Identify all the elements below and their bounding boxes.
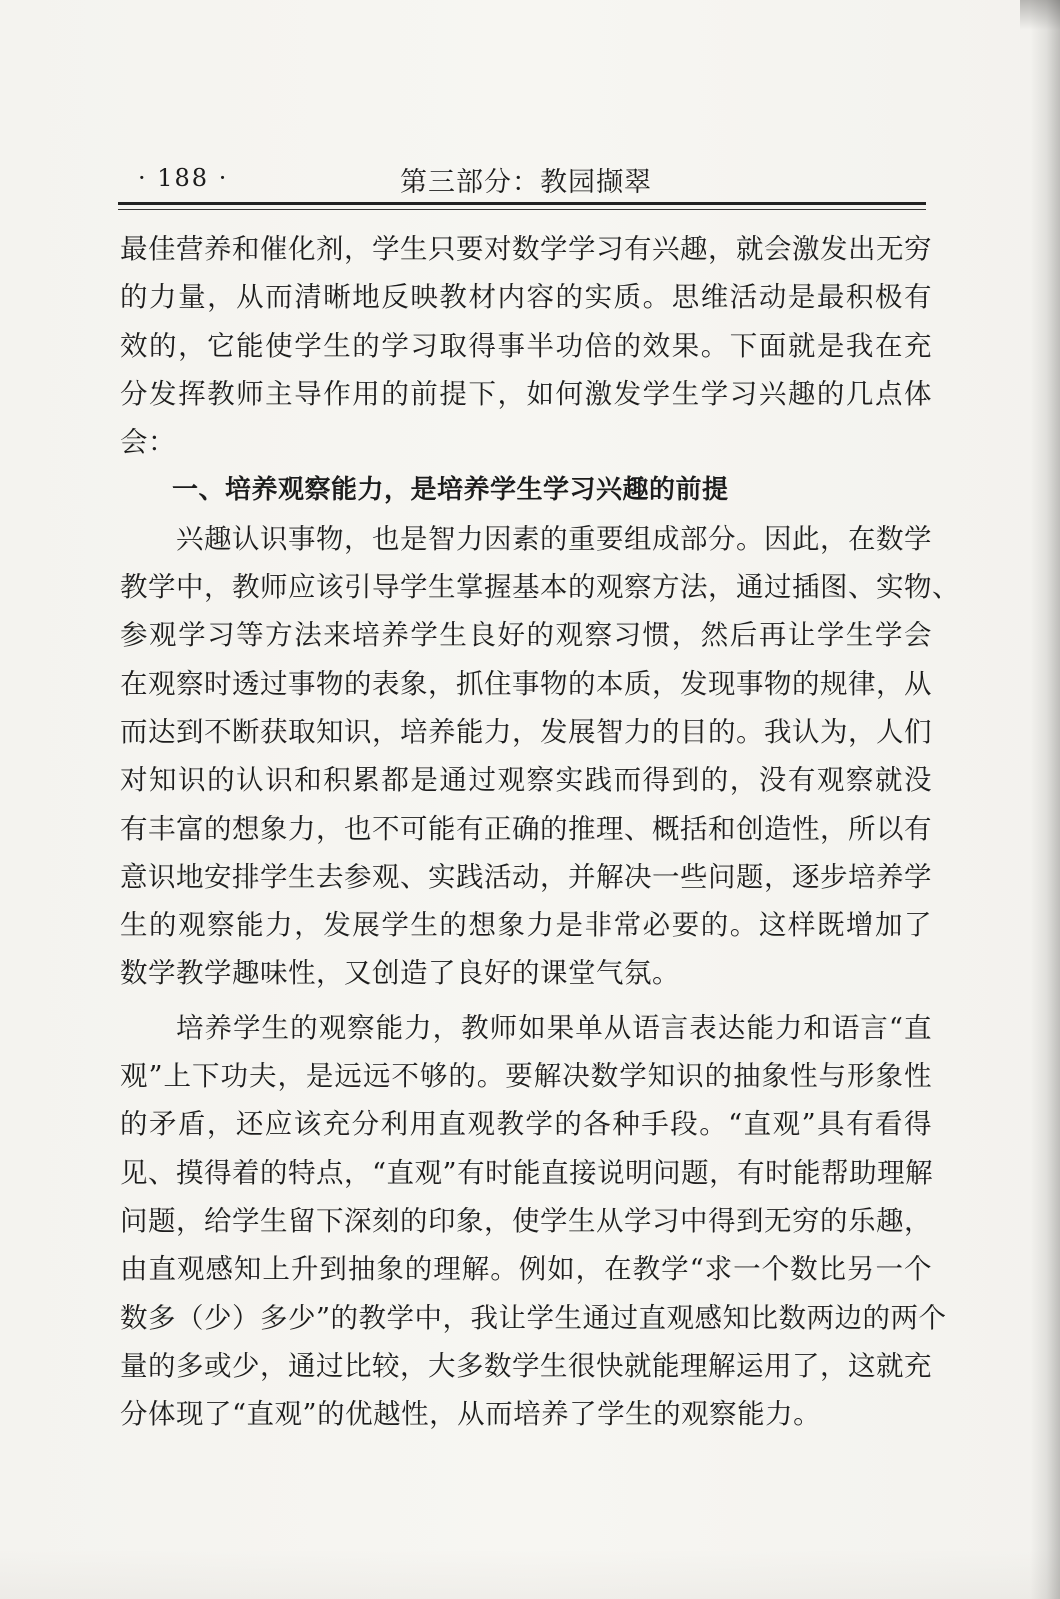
running-head: 第三部分：教园撷翠 [400,167,652,198]
text-line: 最佳营养和催化剂，学生只要对数学学习有兴趣，就会激发出无穷 [120,233,932,265]
paragraph [120,225,932,466]
text-line: 数多（少）多少”的教学中，我让学生通过直观感知比数两边的两个 [120,1301,947,1334]
text-line: 由直观感知上升到抽象的理解。例如，在教学“求一个数比另一个 [120,1253,932,1286]
text-line: 数学教学趣味性，又创造了良好的课堂气氛。 [120,957,680,990]
page-edge-shadow-right [1030,0,1060,1599]
text-line: 的力量，从而清晰地反映教材内容的实质。思维活动是最积极有 [120,281,932,314]
text-line: 教学中，教师应该引导学生掌握基本的观察方法，通过插图、实物、 [120,571,960,604]
text-line: 会： [120,426,176,459]
text-line: 兴趣认识事物，也是智力因素的重要组成部分。因此，在数学 [176,522,932,555]
text-line: 对知识的认识和积累都是通过观察实践而得到的，没有观察就没 [120,764,932,797]
page-bottom-shadow [0,1549,1060,1599]
page-number: · 188 · [138,164,229,192]
text-line: 量的多或少，通过比较，大多数学生很快就能理解运用了，这就充 [120,1349,932,1382]
text-line: 参观学习等方法来培养学生良好的观察习惯，然后再让学生学会 [120,619,932,652]
text-line: 培养学生的观察能力，教师如果单从语言表达能力和语言“直 [176,1011,932,1044]
text-line: 的矛盾，还应该充分利用直观教学的各种手段。“直观”具有看得 [120,1108,932,1141]
paragraph [120,1004,947,1439]
text-line: 问题，给学生留下深刻的印象，使学生从学习中得到无穷的乐趣， [120,1204,932,1237]
body-text [120,225,960,1438]
paragraph [120,515,960,998]
text-line: 有丰富的想象力，也不可能有正确的推理、概括和创造性，所以有 [120,812,932,845]
text-line: 意识地安排学生去参观、实践活动，并解决一些问题，逐步培养学 [120,860,932,893]
text-line: 效的，它能使学生的学习取得事半功倍的效果。下面就是我在充 [120,329,932,362]
text-line: 见、摸得着的特点，“直观”有时能直接说明问题，有时能帮助理解 [120,1156,934,1189]
text-line: 生的观察能力，发展学生的想象力是非常必要的。这样既增加了 [120,909,932,942]
text-line: 分发挥教师主导作用的前提下，如何激发学生学习兴趣的几点体 [120,377,932,410]
header-rule-thin [118,209,926,210]
text-line: 分体现了“直观”的优越性，从而培养了学生的观察能力。 [120,1398,822,1431]
header-rule-thick [118,202,926,205]
page-header [120,160,925,200]
text-line: 观”上下功夫，是远远不够的。要解决数学知识的抽象性与形象性 [120,1060,932,1093]
section-heading: 一、培养观察能力，是培养学生学习兴趣的前提 [172,475,729,506]
text-line: 而达到不断获取知识，培养能力，发展智力的目的。我认为，人们 [120,715,932,748]
text-line: 在观察时透过事物的表象，抓住事物的本质，发现事物的规律，从 [120,667,932,700]
